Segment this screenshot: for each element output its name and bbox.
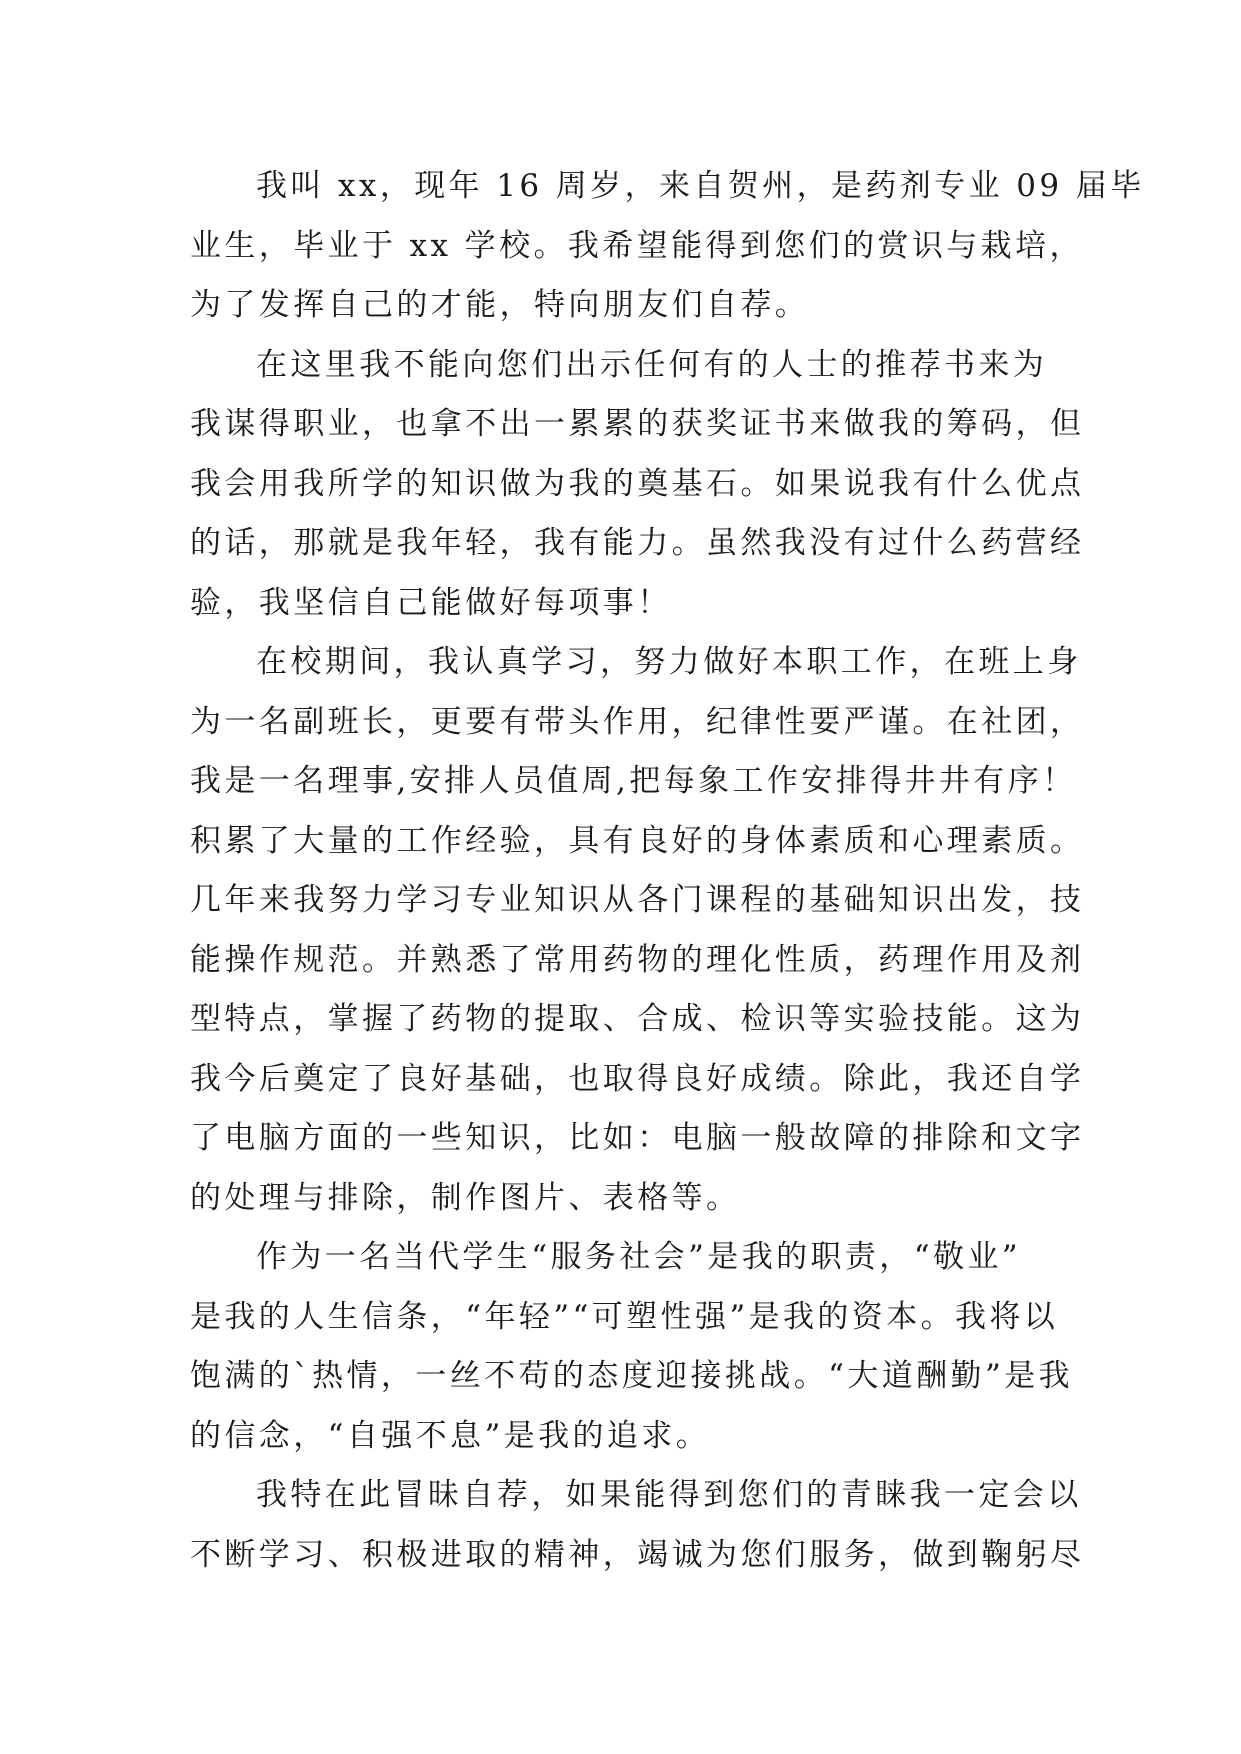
text-line: 我特在此冒昧自荐，如果能得到您们的青睐我一定会以 bbox=[256, 1477, 1082, 1513]
text-line: 我叫 xx，现年 16 周岁，来自贺州，是药剂专业 09 届毕 bbox=[256, 168, 1145, 204]
text-line: 型特点，掌握了药物的提取、合成、检识等实验技能。这为 bbox=[190, 1001, 1085, 1037]
text-line: 的处理与排除，制作图片、表格等。 bbox=[190, 1180, 741, 1216]
text-line: 我今后奠定了良好基础，也取得良好成绩。除此，我还自学 bbox=[190, 1061, 1085, 1097]
text-line: 不断学习、积极进取的精神，竭诚为您们服务，做到鞠躬尽 bbox=[190, 1537, 1085, 1573]
text-line: 能操作规范。并熟悉了常用药物的理化性质，药理作用及剂 bbox=[190, 942, 1085, 978]
text-line: 饱满的`热情，一丝不苟的态度迎接挑战。“大道酬勤”是我 bbox=[190, 1358, 1073, 1394]
text-line: 为了发挥自己的才能，特向朋友们自荐。 bbox=[190, 287, 810, 323]
text-line: 验，我坚信自己能做好每项事！ bbox=[190, 585, 672, 621]
text-line: 几年来我努力学习专业知识从各门课程的基础知识出发，技 bbox=[190, 882, 1085, 918]
text-line: 我谋得职业，也拿不出一累累的获奖证书来做我的筹码，但 bbox=[190, 406, 1085, 442]
text-line: 为一名副班长，更要有带头作用，纪律性要严谨。在社团， bbox=[190, 704, 1085, 740]
text-line: 的话，那就是我年轻，我有能力。虽然我没有过什么药营经 bbox=[190, 525, 1085, 561]
text-line: 的信念，“自强不息”是我的追求。 bbox=[190, 1418, 711, 1454]
text-line: 我是一名理事,安排人员值周,把每象工作安排得井井有序！ bbox=[190, 763, 1077, 799]
text-line: 作为一名当代学生“服务社会”是我的职责，“敬业” bbox=[256, 1239, 1021, 1275]
text-line: 我会用我所学的知识做为我的奠基石。如果说我有什么优点 bbox=[190, 466, 1085, 502]
text-line: 在这里我不能向您们出示任何有的人士的推荐书来为 bbox=[256, 347, 1048, 383]
text-line: 了电脑方面的一些知识，比如：电脑一般故障的排除和文字 bbox=[190, 1120, 1085, 1156]
text-line: 积累了大量的工作经验，具有良好的身体素质和心理素质。 bbox=[190, 823, 1085, 859]
text-line: 在校期间，我认真学习，努力做好本职工作，在班上身 bbox=[256, 644, 1082, 680]
text-line: 是我的人生信条，“年轻”“可塑性强”是我的资本。我将以 bbox=[190, 1299, 1059, 1335]
text-line: 业生，毕业于 xx 学校。我希望能得到您们的赏识与栽培， bbox=[190, 228, 1084, 264]
